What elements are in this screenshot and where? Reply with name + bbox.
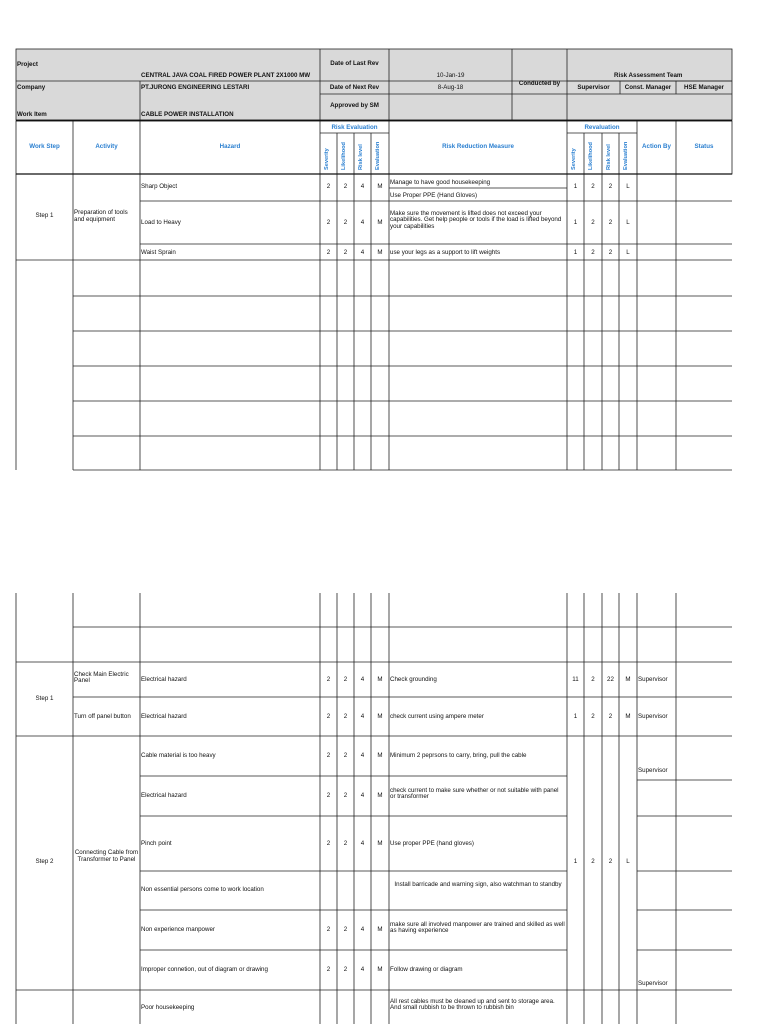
hazard-cell: Improper connetion, out of diagram or drawing [141, 966, 268, 973]
reval-severity-cell: 1 [573, 858, 578, 865]
measure-cell-2: Use Proper PPE (Hand Gloves) [390, 192, 478, 199]
col-reval-likelihood: Likelihood [588, 142, 594, 170]
approved-label: Approved by SM [330, 102, 379, 109]
likelihood-cell: 2 [343, 183, 348, 190]
evaluation-cell: M [377, 713, 383, 720]
risk-level-cell: 4 [360, 792, 365, 799]
reval-evaluation-cell: L [626, 219, 630, 226]
evaluation-cell: M [377, 676, 383, 683]
action-by-cell: Supervisor [638, 980, 668, 987]
severity-cell: 2 [326, 792, 331, 799]
reval-risk-level-cell: 2 [608, 713, 613, 720]
hazard-cell: Cable material is too heavy [141, 752, 216, 759]
col-action-by: Action By [642, 143, 671, 150]
evaluation-cell: M [377, 966, 383, 973]
s1-step: Step 1 [35, 212, 54, 219]
measure-cell: Manage to have good housekeeping [390, 179, 491, 186]
severity-cell: 2 [326, 219, 331, 226]
measure-cell: All rest cables must be cleaned up and sent to storage area. And small rubbish to be thrown to rubbish bin [390, 998, 555, 1012]
action-by-cell: Supervisor [638, 676, 668, 683]
col-risk-evaluation: Risk Evaluation [331, 124, 378, 131]
hazard-cell: Electrical hazard [141, 676, 187, 683]
risk-level-cell: 4 [360, 219, 365, 226]
hazard-cell: Non experience manpower [141, 926, 215, 933]
hazard-cell: Non essential persons come to work location [141, 886, 264, 893]
reval-risk-level-cell: 2 [608, 858, 613, 865]
severity-cell: 2 [326, 249, 331, 256]
reval-risk-level-cell: 2 [608, 219, 613, 226]
severity-cell: 2 [326, 840, 331, 847]
severity-cell: 2 [326, 676, 331, 683]
risk-level-cell: 4 [360, 926, 365, 933]
col-reval-evaluation: Evaluation [623, 141, 629, 170]
reval-likelihood-cell: 2 [591, 249, 595, 256]
measure-cell: Use proper PPE (hand gloves) [390, 840, 474, 847]
risk-level-cell: 4 [360, 676, 365, 683]
risk-level-cell: 4 [360, 966, 365, 973]
action-by-cell: Supervisor [638, 713, 668, 720]
work-item-value: CABLE POWER INSTALLATION [141, 111, 234, 118]
likelihood-cell: 2 [343, 249, 348, 256]
date-last-rev-value: 10-Jan-19 [436, 72, 465, 79]
measure-cell: check current to make sure whether or not suitable with panel or transformer [390, 787, 559, 801]
work-item-label: Work Item [17, 111, 47, 118]
col-status: Status [694, 143, 714, 150]
activity-cell: Check Main Electric Panel [74, 671, 129, 685]
project-label: Project [17, 61, 38, 68]
reval-evaluation-cell: L [626, 249, 630, 256]
severity-cell: 2 [326, 183, 331, 190]
likelihood-cell: 2 [343, 926, 348, 933]
hazard-cell: Electrical hazard [141, 713, 187, 720]
hazard-cell: Poor housekeeping [141, 1004, 195, 1011]
measure-cell: Install barricade and warning sign, also watchman to standby [394, 881, 562, 888]
likelihood-cell: 2 [343, 966, 348, 973]
activity-cell: Turn off panel button [74, 713, 131, 720]
team-label: Risk Assessment Team [614, 72, 683, 79]
measure-cell: Minimum 2 peprsons to carry, bring, pull the cable [390, 752, 527, 759]
evaluation-cell: M [377, 926, 383, 933]
company-value: PT.JURONG ENGINEERING LESTARI [141, 84, 250, 91]
reval-likelihood-cell: 2 [591, 183, 595, 190]
risk-level-cell: 4 [360, 840, 365, 847]
col-reval-risk-level: Risk level [606, 144, 612, 170]
col-evaluation: Evaluation [375, 141, 381, 170]
hazard-cell: Waist Sprain [141, 249, 176, 256]
likelihood-cell: 2 [343, 713, 348, 720]
reval-risk-level-cell: 2 [608, 183, 613, 190]
reval-evaluation-cell: L [626, 858, 630, 865]
reval-likelihood-cell: 2 [591, 858, 595, 865]
col-likelihood: Likelihood [341, 142, 347, 170]
col-risk-reduction-measure: Risk Reduction Measure [442, 143, 514, 150]
date-next-rev-label: Date of Next Rev [329, 84, 380, 91]
action-by-cell: Supervisor [638, 767, 668, 774]
reval-evaluation-cell: L [626, 183, 630, 190]
reval-risk-level-cell: 2 [608, 249, 613, 256]
risk-level-cell: 4 [360, 752, 365, 759]
team-hse-manager: HSE Manager [684, 84, 724, 91]
s2-step: Step 1 [35, 695, 54, 702]
date-last-rev-label: Date of Last Rev [330, 60, 379, 67]
evaluation-cell: M [377, 792, 383, 799]
hazard-cell: Sharp Object [141, 183, 178, 190]
col-activity: Activity [95, 143, 118, 150]
reval-severity-cell: 1 [573, 713, 578, 720]
s3-step: Step 2 [35, 858, 54, 865]
risk-level-cell: 4 [360, 249, 365, 256]
measure-cell: Follow drawing or diagram [390, 966, 463, 973]
reval-severity-cell: 1 [573, 219, 578, 226]
evaluation-cell: M [377, 219, 383, 226]
measure-cell: Check grounding [390, 676, 437, 683]
risk-level-cell: 4 [360, 713, 365, 720]
severity-cell: 2 [326, 926, 331, 933]
col-risk-level: Risk level [358, 144, 364, 170]
likelihood-cell: 2 [343, 219, 348, 226]
conducted-by-label: Conducted by [518, 80, 561, 87]
reval-severity-cell: 1 [573, 183, 578, 190]
hazard-cell: Load to Heavy [141, 219, 181, 226]
hazard-cell: Pinch point [141, 840, 172, 847]
reval-severity-cell: 11 [572, 676, 579, 683]
evaluation-cell: M [377, 183, 383, 190]
col-severity: Severity [324, 148, 330, 170]
likelihood-cell: 2 [343, 752, 348, 759]
reval-likelihood-cell: 2 [591, 676, 595, 683]
risk-level-cell: 4 [360, 183, 365, 190]
reval-evaluation-cell: M [625, 713, 631, 720]
measure-cell: check current using ampere meter [390, 713, 484, 720]
measure-cell: Make sure the movement is lifted does not exceed your capabilities. Get help people or tools if the load is lifted beyond your capabilities [390, 210, 562, 230]
team-const-manager: Const. Manager [624, 84, 672, 91]
reval-likelihood-cell: 2 [591, 219, 595, 226]
severity-cell: 2 [326, 713, 331, 720]
likelihood-cell: 2 [343, 792, 348, 799]
team-supervisor: Supervisor [577, 84, 610, 91]
hazard-cell: Electrical hazard [141, 792, 187, 799]
measure-cell: make sure all involved manpower are trained and skilled as well as having experience [390, 921, 565, 935]
likelihood-cell: 2 [343, 840, 348, 847]
date-next-rev-value: 8-Aug-18 [437, 84, 464, 91]
likelihood-cell: 2 [343, 676, 348, 683]
severity-cell: 2 [326, 752, 331, 759]
evaluation-cell: M [377, 840, 383, 847]
col-revaluation: Revaluation [584, 124, 620, 131]
evaluation-cell: M [377, 249, 383, 256]
evaluation-cell: M [377, 752, 383, 759]
reval-likelihood-cell: 2 [591, 713, 595, 720]
reval-evaluation-cell: M [625, 676, 631, 683]
project-value: CENTRAL JAVA COAL FIRED POWER PLANT 2X1000 MW [141, 72, 311, 79]
col-work-step: Work Step [29, 143, 60, 150]
col-hazard: Hazard [219, 143, 241, 150]
reval-severity-cell: 1 [573, 249, 578, 256]
reval-risk-level-cell: 22 [607, 676, 614, 683]
s1-activity: Preparation of tools and equipment [74, 209, 128, 224]
severity-cell: 2 [326, 966, 331, 973]
company-label: Company [17, 84, 46, 91]
measure-cell: use your legs as a support to lift weights [390, 249, 501, 256]
s3-activity: Connecting Cable from Transformer to Panel [74, 849, 139, 863]
col-reval-severity: Severity [571, 148, 577, 170]
